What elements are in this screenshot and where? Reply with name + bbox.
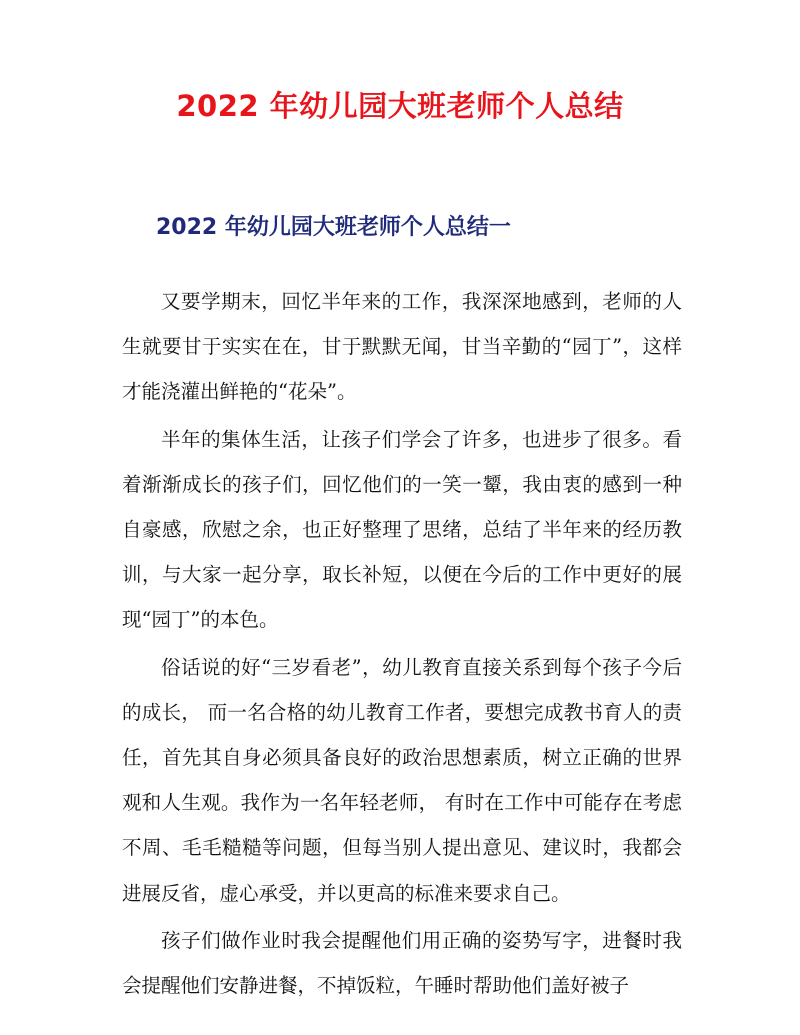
paragraph: 孩子们做作业时我会提醒他们用正确的姿势写字，进餐时我会提醒他们安静进餐，不掉饭粒，午睡时帮助他们盖好被子 xyxy=(122,928,682,998)
paragraph: 半年的集体生活，让孩子们学会了许多，也进步了很多。看着渐渐成长的孩子们，回忆他们的一笑一颦，我由衷的感到一种自豪感，欣慰之余，也正好整理了思绪，总结了半年来的经历教训，与大家一起分享，取长补短，以便在今后的工作中更好的展现“园丁”的本色。 xyxy=(122,427,682,632)
paragraph: 俗话说的好“三岁看老”，幼儿教育直接关系到每个孩子今后的成长， 而一名合格的幼儿教育工作者，要想完成教书育人的责任，首先其自身必须具备良好的政治思想素质，树立正确的世界观和人生观。我作为一名年轻老师， 有时在工作中可能存在考虑不周、毛毛糙糙等问题，但每当别人提出意见、建议时，我都会进展反省，虚心承受，并以更高的标准来要求自己。 xyxy=(122,655,682,905)
document-title: 2022 年幼儿园大班老师个人总结 xyxy=(176,89,624,123)
paragraph: 又要学期末，回忆半年来的工作，我深深地感到，老师的人生就要甘于实实在在，甘于默默无闻，甘当辛勤的“园丁”，这样才能浇灌出鲜艳的“花朵”。 xyxy=(122,290,682,404)
document-body xyxy=(122,279,682,1010)
section-title: 2022 年幼儿园大班老师个人总结一 xyxy=(156,215,511,240)
